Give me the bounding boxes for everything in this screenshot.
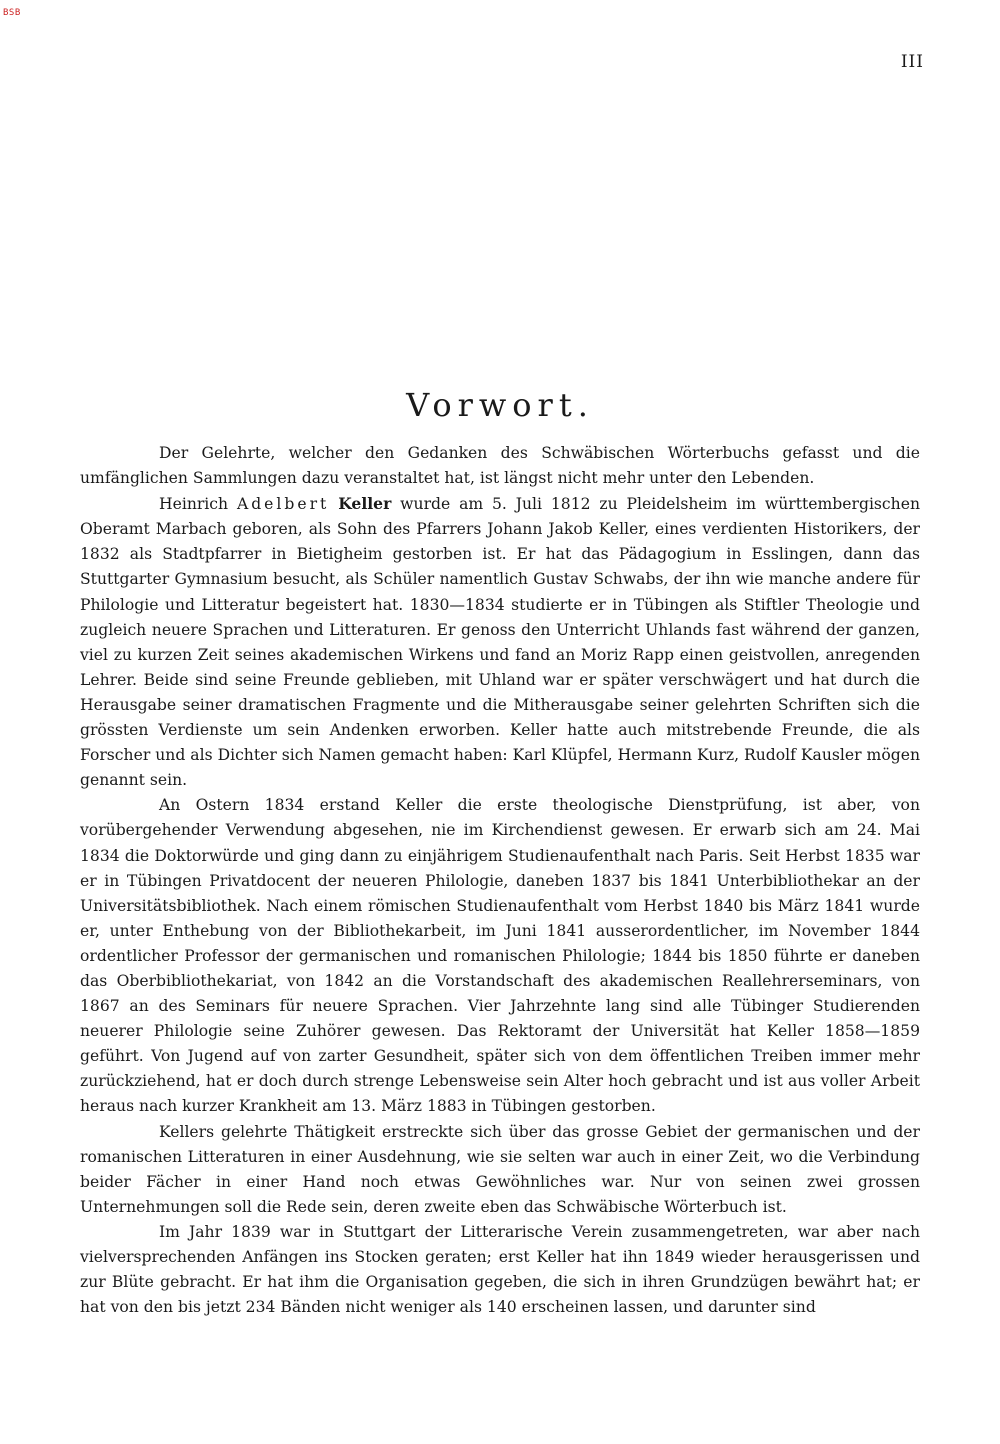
paragraph-2-text: wurde am 5. Juli 1812 zu Pleidelsheim im württembergischen Oberamt Marbach geboren, als Sohn des Pfarrers Johann Jakob Keller, eines verdienten Historikers, der 1832 als Stadtpfarrer in Bietigheim gestorben ist. Er hat das Pädagogium in Esslingen, dann das Stuttgarter Gymnasium besucht, als Schüler namentlich Gustav Schwabs, der ihn wie manche andere für Philologie und Litteratur begeistert hat. 1830—1834 studierte er in Tübingen als Stiftler Theologie und zugleich neuere Sprachen und Litteraturen. Er genoss den Unterricht Uhlands fast während der ganzen, viel zu kurzen Zeit seines akademischen Wirkens und fand an Moriz Rapp einen geistvollen, anregenden Lehrer. Beide sind seine Freunde geblieben, mit Uhland war er später verschwägert und hat durch die Herausgabe seiner dramatischen Fragmente und die Mitherausgabe seiner gelehrten Schriften sich die grössten Verdienste um sein Andenken erworben. Keller hatte auch mitstrebende Freunde, die als Forscher und als Dichter sich Namen gemacht haben: Karl Klüpfel, Hermann Kurz, Rudolf Kausler mögen genannt sein. [80,495,920,790]
name-first: Heinrich [159,495,229,514]
body-text [80,441,920,1320]
paragraph-2 [80,491,920,793]
paragraph-5: Im Jahr 1839 war in Stuttgart der Litterarische Verein zusammengetreten, war aber nach vielversprechenden Anfängen ins Stocken geraten; erst Keller hat ihn 1849 wieder herausgerissen und zur Blüte gebracht. Er hat ihm die Organisation gegeben, die sich in ihren Grundzügen bewährt hat; er hat von den bis jetzt 234 Bänden nicht weniger als 140 erscheinen lassen, und darunter sind [80,1222,920,1317]
paragraph-4: Kellers gelehrte Thätigkeit erstreckte sich über das grosse Gebiet der germanischen und der romanischen Litteraturen in einer Ausdehnung, wie sie selten war auch in einer Zeit, wo die Verbindung beider Fächer in einer Hand noch etwas Gewöhnliches war. Nur von seinen zwei grossen Unternehmungen soll die Rede sein, deren zweite eben das Schwäbische Wörterbuch ist. [80,1122,920,1216]
page-number: III [900,52,924,72]
page-title: Vorwort. [406,386,594,425]
library-stamp: BSB [3,8,21,18]
name-middle: Adelbert [236,495,330,514]
paragraph-1: Der Gelehrte, welcher den Gedanken des Schwäbischen Wörterbuchs gefasst und die umfänglichen Sammlungen dazu veranstaltet hat, ist längst nicht mehr unter den Lebenden. [80,444,920,488]
name-last: Keller [338,494,392,514]
paragraph-3: An Ostern 1834 erstand Keller die erste theologische Dienstprüfung, ist aber, von vorübergehender Verwendung abgesehen, nie im Kirchendienst gewesen. Er erwarb sich am 24. Mai 1834 die Doktorwürde und ging dann zu einjährigem Studienaufenthalt nach Paris. Seit Herbst 1835 war er in Tübingen Privatdocent der neueren Philologie, daneben 1837 bis 1841 Unterbibliothekar an der Universitätsbibliothek. Nach einem römischen Studienaufenthalt vom Herbst 1840 bis März 1841 wurde er, unter Enthebung von der Bibliothekarbeit, im Juni 1841 ausserordentlicher, im November 1844 ordentlicher Professor der germanischen und romanischen Philologie; 1844 bis 1850 führte er daneben das Oberbibliothekariat, von 1842 an die Vorstandschaft des akademischen Reallehrerseminars, von 1867 an des Seminars für neuere Sprachen. Vier Jahrzehnte lang sind alle Tübinger Studierenden neuerer Philologie seine Zuhörer gewesen. Das Rektoramt der Universität hat Keller 1858—1859 geführt. Von Jugend auf von zarter Gesundheit, später sich von dem öffentlichen Treiben immer mehr zurückziehend, hat er doch durch strenge Lebensweise sein Alter hoch gebracht und ist aus voller Arbeit heraus nach kurzer Krankheit am 13. März 1883 in Tübingen gestorben. [80,796,920,1116]
